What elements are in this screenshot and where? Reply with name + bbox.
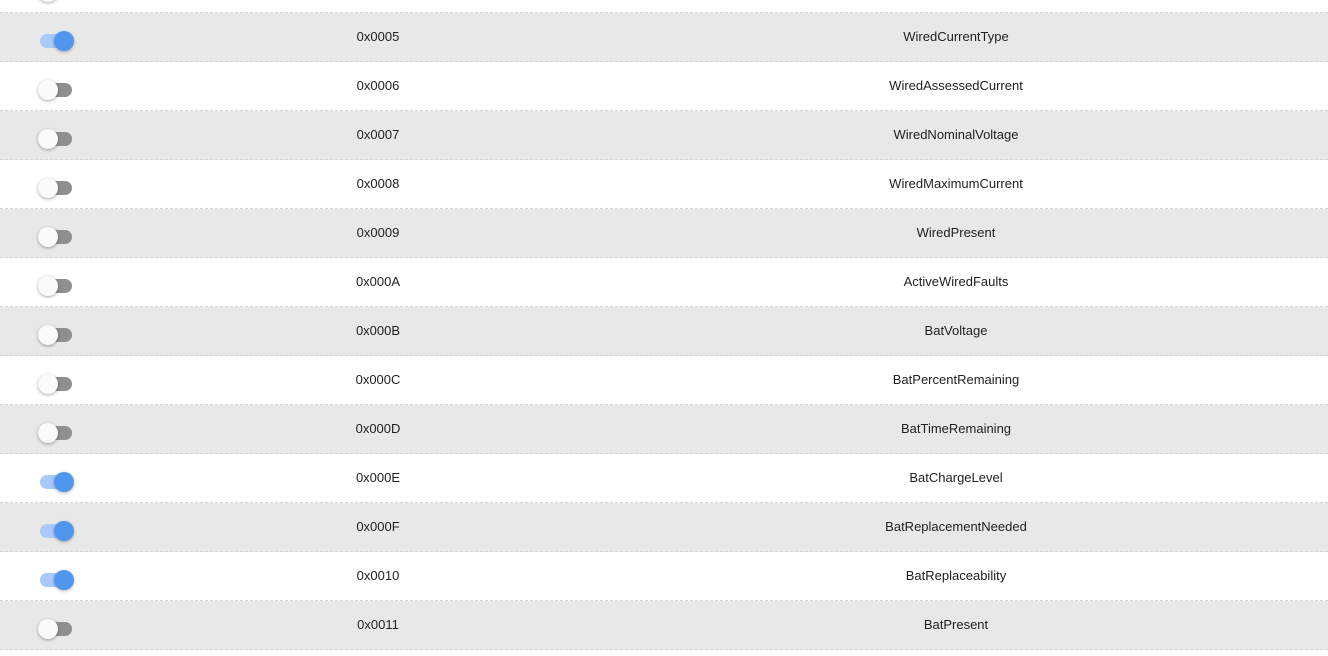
attribute-id: 0x000C bbox=[355, 372, 401, 387]
attribute-enable-toggle[interactable] bbox=[38, 79, 74, 101]
toggle-knob bbox=[54, 570, 74, 590]
attribute-id: 0x000D bbox=[355, 421, 401, 436]
table-row bbox=[0, 503, 1328, 552]
attribute-enable-toggle[interactable] bbox=[38, 520, 74, 542]
attribute-enable-toggle[interactable] bbox=[38, 128, 74, 150]
attribute-id: 0x0010 bbox=[356, 568, 400, 583]
toggle-knob bbox=[38, 80, 58, 100]
attribute-enable-toggle[interactable] bbox=[38, 226, 74, 248]
attribute-name: ActiveWiredFaults bbox=[903, 274, 1009, 289]
attribute-id: 0x0007 bbox=[356, 127, 400, 142]
attribute-id: 0x0009 bbox=[356, 225, 400, 240]
table-row bbox=[0, 258, 1328, 307]
table-row bbox=[0, 356, 1328, 405]
attribute-name: WiredNominalVoltage bbox=[893, 127, 1019, 142]
attribute-enable-toggle[interactable] bbox=[38, 30, 74, 52]
toggle-knob bbox=[54, 31, 74, 51]
table-row bbox=[0, 405, 1328, 454]
attribute-name: WiredMaximumCurrent bbox=[889, 176, 1023, 191]
attribute-id: 0x000A bbox=[355, 274, 401, 289]
toggle-knob bbox=[38, 423, 58, 443]
attribute-id: 0x000B bbox=[355, 323, 401, 338]
attribute-enable-toggle[interactable] bbox=[38, 324, 74, 346]
attribute-enable-toggle[interactable] bbox=[38, 177, 74, 199]
toggle-knob bbox=[54, 521, 74, 541]
table-row bbox=[0, 307, 1328, 356]
attribute-id: 0x0011 bbox=[357, 617, 399, 632]
toggle-knob bbox=[38, 129, 58, 149]
toggle-knob bbox=[38, 0, 58, 2]
attribute-name: BatTimeRemaining bbox=[900, 421, 1012, 436]
table-row bbox=[0, 601, 1328, 650]
toggle-knob bbox=[54, 472, 74, 492]
table-row bbox=[0, 552, 1328, 601]
attribute-name: BatReplacementNeeded bbox=[885, 519, 1027, 534]
attribute-id: 0x000F bbox=[356, 519, 400, 534]
table-row bbox=[0, 160, 1328, 209]
attribute-name: BatVoltage bbox=[924, 323, 988, 338]
toggle-knob bbox=[38, 178, 58, 198]
attribute-name: BatChargeLevel bbox=[909, 470, 1003, 485]
table-row bbox=[0, 454, 1328, 503]
toggle-knob bbox=[38, 325, 58, 345]
table-row bbox=[0, 13, 1328, 62]
attribute-enable-toggle[interactable] bbox=[38, 373, 74, 395]
attribute-enable-toggle[interactable] bbox=[38, 618, 74, 640]
toggle-knob bbox=[38, 227, 58, 247]
table-row bbox=[0, 111, 1328, 160]
attribute-enable-toggle[interactable] bbox=[38, 569, 74, 591]
toggle-knob bbox=[38, 276, 58, 296]
toggle-knob bbox=[38, 374, 58, 394]
attribute-name: BatPercentRemaining bbox=[892, 372, 1020, 387]
table-row bbox=[0, 0, 1328, 13]
attribute-enable-toggle[interactable] bbox=[38, 0, 74, 3]
attribute-id: 0x000E bbox=[355, 470, 401, 485]
attribute-enable-toggle[interactable] bbox=[38, 422, 74, 444]
attribute-id: 0x0008 bbox=[356, 176, 400, 191]
attribute-name: WiredCurrentType bbox=[903, 29, 1009, 44]
attribute-enable-toggle[interactable] bbox=[38, 471, 74, 493]
toggle-knob bbox=[38, 619, 58, 639]
table-row bbox=[0, 62, 1328, 111]
attribute-enable-toggle[interactable] bbox=[38, 275, 74, 297]
attribute-name: WiredAssessedCurrent bbox=[889, 78, 1023, 93]
attribute-name: BatPresent bbox=[923, 617, 989, 632]
attribute-id: 0x0006 bbox=[356, 78, 400, 93]
attribute-name: BatReplaceability bbox=[905, 568, 1007, 583]
table-row bbox=[0, 209, 1328, 258]
attribute-name: WiredPresent bbox=[916, 225, 996, 240]
attribute-id: 0x0005 bbox=[356, 29, 400, 44]
